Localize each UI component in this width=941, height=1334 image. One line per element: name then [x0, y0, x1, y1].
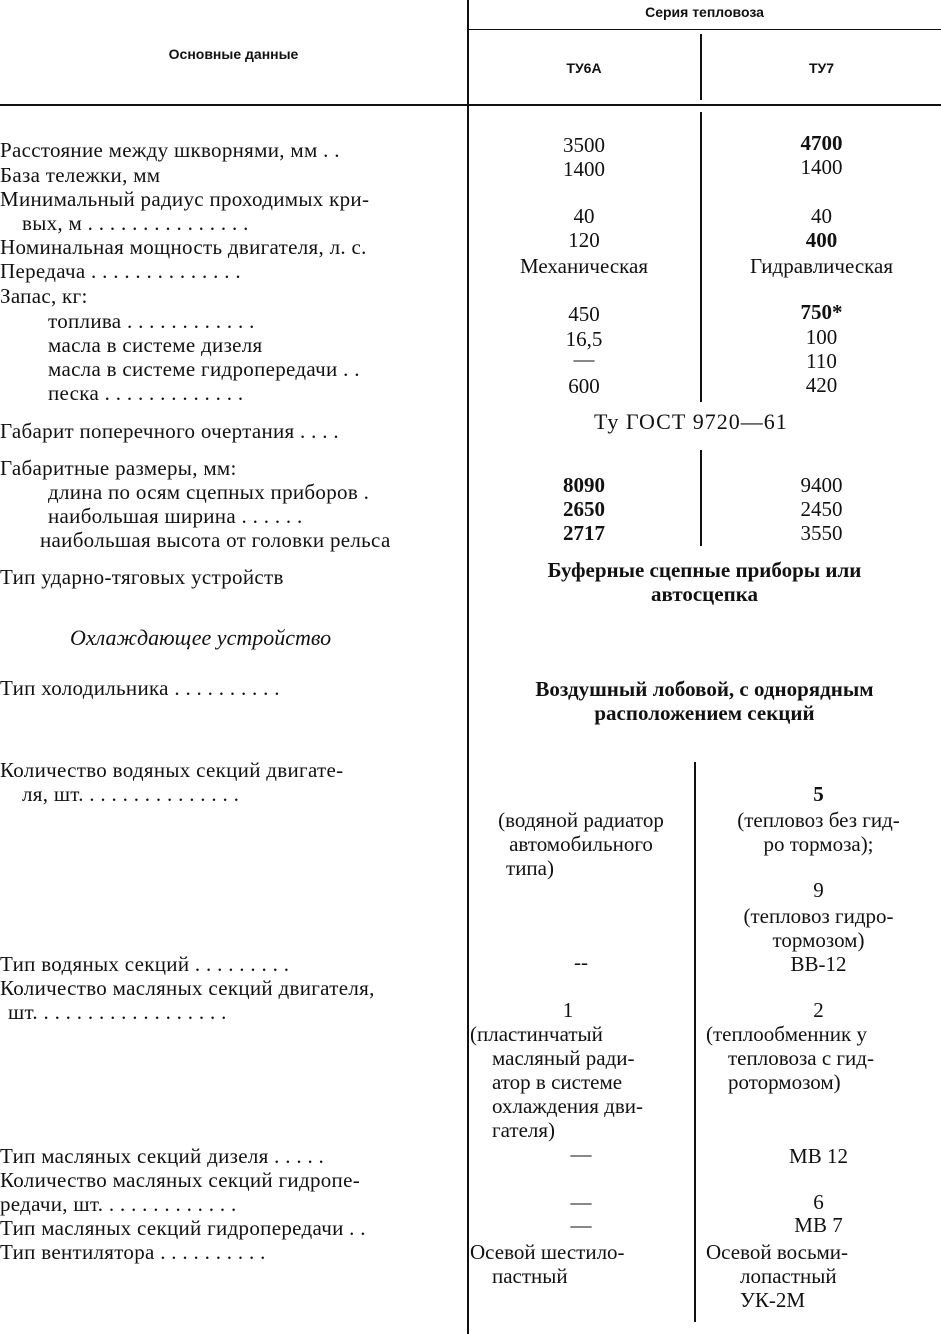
- cell-b: МВ 7: [794, 1213, 843, 1237]
- cell-b: 400: [805, 228, 838, 252]
- cell-a: автомобильного: [509, 832, 653, 856]
- cell-b: 40: [811, 204, 832, 228]
- cell-b: (тепловоз гидро-: [743, 904, 894, 928]
- cell-a: 120: [568, 228, 600, 252]
- row-label: Габарит поперечного очертания . . . .: [0, 419, 339, 443]
- row-label: шт. . . . . . . . . . . . . . . . . .: [8, 1000, 227, 1024]
- header-series: Серия тепловоза: [645, 4, 764, 20]
- cell-a: Механическая: [519, 254, 649, 278]
- header-col-b: ТУ7: [808, 60, 835, 76]
- cell-b: 420: [805, 373, 838, 397]
- row-label: Минимальный радиус проходимых кри-: [0, 187, 370, 211]
- row-label: наибольшая высота от головки рельса: [40, 528, 391, 552]
- row-label: топлива . . . . . . . . . . . .: [48, 309, 255, 333]
- cell-b: ВВ-12: [790, 952, 847, 976]
- cell-b: ротормозом): [728, 1070, 841, 1094]
- row-label: База тележки, мм: [0, 163, 161, 187]
- cell-a: —: [570, 1213, 592, 1237]
- span-cell: автосцепка: [651, 582, 758, 606]
- cell-a: 2650: [563, 497, 605, 521]
- row-label: песка . . . . . . . . . . . . .: [48, 381, 244, 405]
- cell-a: пастный: [492, 1264, 568, 1288]
- row-label: Тип ударно-тяговых устройств: [0, 565, 284, 589]
- row-label: Количество масляных секций двигателя,: [0, 976, 375, 1000]
- cell-b: УК-2М: [740, 1288, 806, 1312]
- cell-a: --: [574, 950, 588, 974]
- section-heading: Охлаждающее устройство: [70, 625, 332, 650]
- cell-b: 1400: [800, 155, 843, 179]
- cell-a: охлаждения дви-: [492, 1094, 644, 1118]
- cell-b: 100: [805, 325, 838, 349]
- cell-b: 750*: [800, 300, 843, 324]
- span-cell: Буферные сцепные приборы или: [547, 558, 862, 582]
- row-label: Количество масляных секций гидропе-: [0, 1168, 361, 1192]
- cell-b: 3550: [800, 521, 843, 545]
- cell-a: —: [570, 1142, 592, 1166]
- row-label: Запас, кг:: [0, 284, 88, 308]
- cell-b: 9400: [800, 473, 843, 497]
- cell-a: 16,5: [565, 327, 603, 351]
- row-label: Количество водяных секций двигате-: [0, 758, 344, 782]
- row-label: редачи, шт. . . . . . . . . . . . .: [0, 1192, 237, 1216]
- cell-b: (тепловоз без гид-: [737, 808, 900, 832]
- cell-a: 2717: [563, 521, 605, 545]
- row-label: Тип вентилятора . . . . . . . . . .: [0, 1240, 266, 1264]
- cell-a: 8090: [563, 473, 605, 497]
- cell-a: (водяной радиатор: [498, 808, 664, 832]
- row-label: Тип масляных секций дизеля . . . . .: [0, 1144, 325, 1168]
- span-cell: расположением секций: [594, 701, 815, 725]
- cell-a: Осевой шестило-: [470, 1240, 625, 1264]
- cell-b: МВ 12: [789, 1144, 848, 1168]
- row-label: Тип масляных секций гидропередачи . .: [0, 1216, 366, 1240]
- row-label: вых, м . . . . . . . . . . . . . . .: [22, 211, 249, 235]
- cell-a: атор в системе: [492, 1070, 623, 1094]
- cell-b: тормозом): [772, 928, 865, 952]
- row-label: наибольшая ширина . . . . . .: [48, 504, 303, 528]
- header-main-data: Основные данные: [168, 46, 299, 62]
- cell-b: 2450: [800, 497, 843, 521]
- row-label: Габаритные размеры, мм:: [0, 456, 237, 480]
- cell-a: 1400: [563, 157, 605, 181]
- row-label: Расстояние между шкворнями, мм . .: [0, 138, 340, 162]
- cell-b: 9: [813, 878, 824, 902]
- cell-b: Осевой восьми-: [706, 1240, 849, 1264]
- main-column-divider: [467, 0, 469, 1334]
- cell-b: 5: [813, 782, 824, 806]
- cell-a: 40: [573, 204, 595, 228]
- row-label: масла в системе дизеля: [48, 333, 263, 357]
- cell-a: (пластинчатый: [470, 1022, 603, 1046]
- cell-b: (теплообменник у: [706, 1022, 867, 1046]
- row-label: масла в системе гидропередачи . .: [48, 357, 360, 381]
- cell-b: ро тормоза);: [763, 832, 874, 856]
- row-label: Тип холодильника . . . . . . . . . .: [0, 676, 280, 700]
- header-series-underline: [468, 29, 941, 30]
- cell-b: 4700: [800, 131, 843, 155]
- cell-a: гателя): [492, 1118, 556, 1142]
- cell-a: 1: [562, 998, 574, 1022]
- cell-a: 600: [568, 374, 600, 398]
- cell-b: 6: [813, 1190, 824, 1214]
- span-cell: Ту ГОСТ 9720—61: [594, 409, 788, 434]
- row-label: длина по осям сцепных приборов .: [48, 480, 370, 504]
- cell-a: —: [573, 347, 595, 371]
- cell-b: 110: [806, 349, 837, 373]
- cell-b: Гидравлическая: [749, 254, 894, 278]
- header-col-a: ТУ6А: [566, 60, 602, 76]
- span-cell: Воздушный лобовой, с однорядным: [535, 677, 874, 701]
- header-bottom-rule: [0, 104, 941, 106]
- cell-b: лопастный: [740, 1264, 837, 1288]
- cell-a: 3500: [563, 133, 605, 157]
- row-label: ля, шт. . . . . . . . . . . . . . .: [22, 782, 240, 806]
- cell-a: 450: [568, 302, 600, 326]
- row-label: Номинальная мощность двигателя, л. с.: [0, 235, 367, 259]
- cell-a: типа): [506, 856, 554, 880]
- cell-a: масляный ради-: [492, 1046, 635, 1070]
- row-label: Передача . . . . . . . . . . . . . .: [0, 259, 241, 283]
- row-label: Тип водяных секций . . . . . . . . .: [0, 952, 290, 976]
- cell-a: —: [570, 1190, 592, 1214]
- cell-b: 2: [813, 998, 824, 1022]
- cell-b: тепловоза с гид-: [728, 1046, 874, 1070]
